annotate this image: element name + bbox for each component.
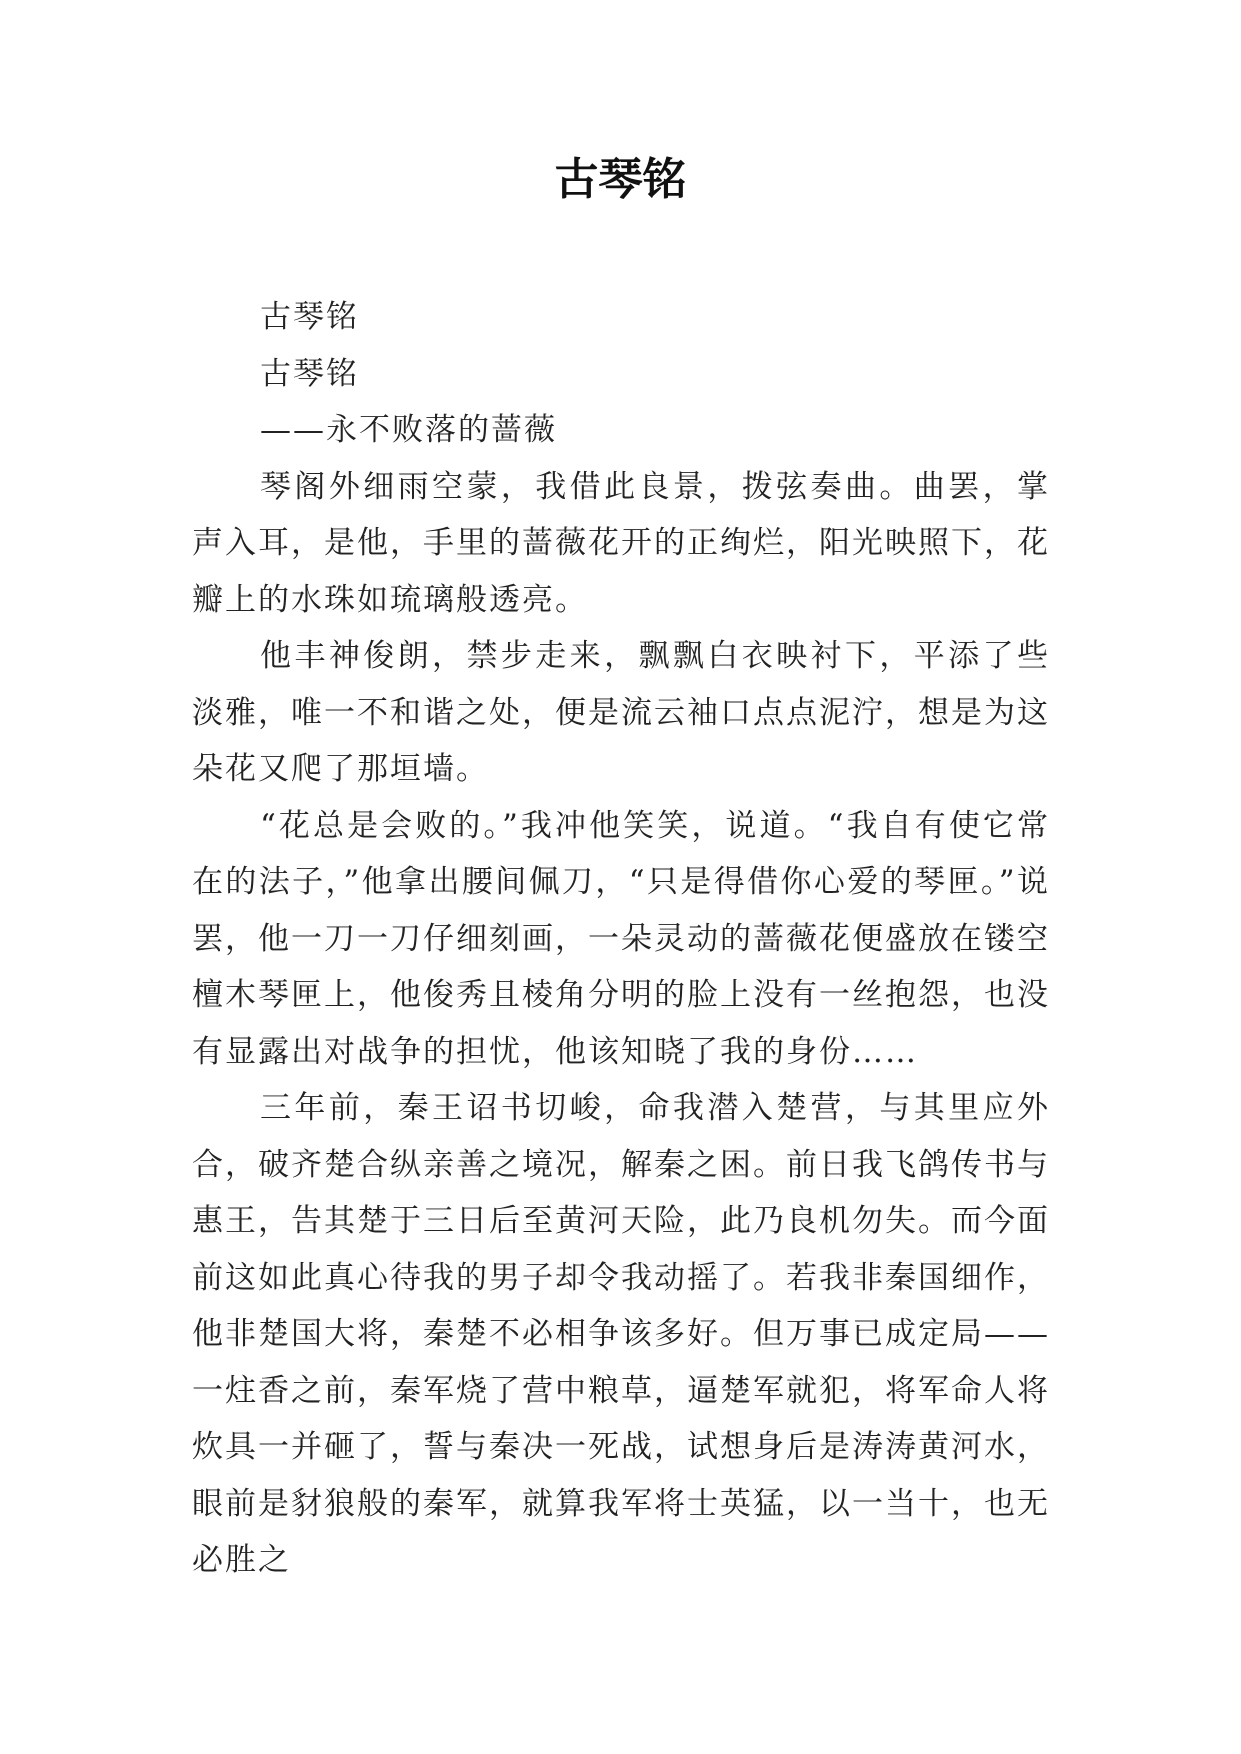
paragraph-subtitle-1: 古琴铭 [260, 299, 359, 335]
paragraph-subtitle-3: ——永不败落的蔷薇 [260, 412, 557, 448]
paragraph-1: 琴阁外细雨空蒙，我借此良景，拨弦奏曲。曲罢，掌声入耳，是他，手里的蔷薇花开的正绚烂，阳光映照下，花瓣上的水珠如琉璃般透亮。 [192, 468, 1050, 618]
document-body [192, 289, 1050, 1589]
document-title: 古琴铭 [554, 154, 687, 205]
paragraph-4: 三年前，秦王诏书切峻，命我潜入楚营，与其里应外合，破齐楚合纵亲善之境况，解秦之困。前日我飞鸽传书与惠王，告其楚于三日后至黄河天险，此乃良机勿失。而今面前这如此真心待我的男子却令我动摇了。若我非秦国细作，他非楚国大将，秦楚不必相争该多好。但万事已成定局——一炷香之前，秦军烧了营中粮草，逼楚军就犯，将军命人将炊具一并砸了，誓与秦决一死战，试想身后是涛涛黄河水，眼前是豺狼般的秦军，就算我军将士英猛，以一当十，也无必胜之 [192, 1090, 1050, 1578]
paragraph-2: 他丰神俊朗，禁步走来，飘飘白衣映衬下，平添了些淡雅，唯一不和谐之处，便是流云袖口点点泥泞，想是为这朵花又爬了那垣墙。 [192, 638, 1050, 787]
paragraph-subtitle-2: 古琴铭 [260, 355, 359, 392]
paragraph-3: “花总是会败的。”我冲他笑笑，说道。“我自有使它常在的法子，”他拿出腰间佩刀，“只是得借你心爱的琴匣。”说罢，他一刀一刀仔细刻画，一朵灵动的蔷薇花便盛放在镂空檀木琴匣上，他俊秀且棱角分明的脸上没有一丝抱怨，也没有显露出对战争的担忧，他该知晓了我的身份…… [192, 807, 1050, 1070]
